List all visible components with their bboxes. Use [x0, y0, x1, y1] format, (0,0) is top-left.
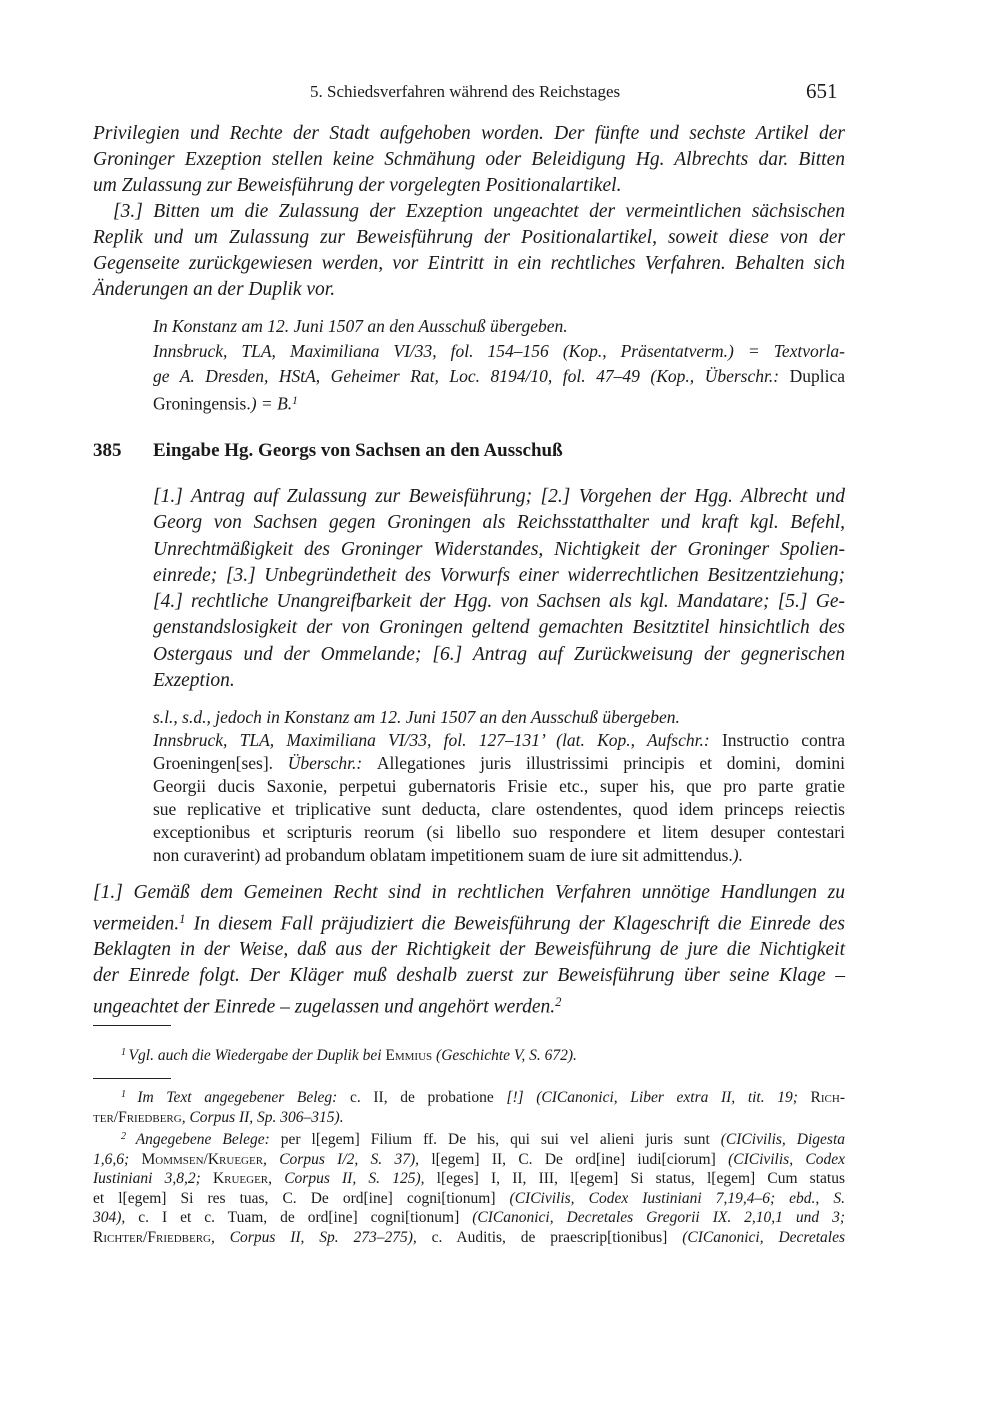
- text-run: ) = B.: [250, 393, 293, 414]
- text-line: [93, 906, 845, 937]
- text-run: ter/Friedberg: [93, 1108, 182, 1126]
- text-line: [93, 1189, 845, 1209]
- text-run: et l[egem] Si res tuas, C. De ord[ine] cogni[tionum]: [93, 1189, 510, 1207]
- text-run: Unrechtmäßigkeit des Groninger Widerstandes, Nichtigkeit der Groninger Spolien-: [153, 538, 845, 560]
- text-line: [93, 1043, 845, 1066]
- text-line: [153, 563, 845, 589]
- footnote-marker: 1: [121, 1089, 138, 1100]
- text-line: [153, 339, 845, 364]
- text-run: c. II, de probatione: [349, 1089, 507, 1107]
- text-run: vermeiden.: [93, 913, 180, 935]
- document-number: 385: [93, 440, 122, 461]
- text-run: Ostergaus und der Ommelande; [6.] Antrag auf Zurückweisung der gegnerischen: [153, 643, 845, 665]
- page-number: 651: [806, 79, 838, 103]
- text-line: [153, 484, 845, 510]
- text-line: [93, 989, 845, 1020]
- text-run: per l[egem] Filium ff. De his, qui sui vel alieni juris sunt: [280, 1131, 721, 1149]
- text-run: [3.] Bitten um die Zulassung der Exzeption ungeachtet der vermeintlichen sächsischen: [113, 201, 845, 222]
- text-line: [93, 199, 845, 225]
- text-run: In Konstanz am 12. Juni 1507 an den Ausschuß übergeben.: [153, 316, 568, 336]
- text-run: ge A. Dresden, HStA, Geheimer Rat, Loc. 8194/10, fol. 47–49 (Kop., Überschr.:: [153, 366, 790, 386]
- text-run: Exzeption.: [153, 670, 235, 692]
- text-run: [1.] Gemäß dem Gemeinen Recht sind in rechtlichen Verfahren unnötige Handlungen zu: [93, 882, 845, 903]
- text-line: [153, 642, 845, 668]
- text-line: [93, 963, 845, 989]
- text-run: Überschr.:: [287, 753, 377, 773]
- text-run: (Geschichte V, S. 672).: [432, 1047, 577, 1065]
- text-run: Groeningen[ses].: [153, 753, 288, 773]
- text-run: (CICivilis, Digesta: [720, 1131, 846, 1149]
- text-line: [93, 1150, 845, 1170]
- text-line: [93, 937, 845, 963]
- text-run: Innsbruck, TLA, Maximiliana VI/33, fol. 154–156 (Kop., Präsentatverm.) = Textvorla-: [153, 341, 845, 361]
- text-run: (CICanonici, Decretales: [682, 1228, 846, 1246]
- footnote-marker: 1: [292, 395, 298, 407]
- text-run: Krueger: [212, 1170, 269, 1188]
- text-line: [153, 706, 845, 729]
- footnote-marker: 1: [121, 1047, 129, 1058]
- text-line: [153, 775, 845, 798]
- text-run: der Einrede folgt. Der Kläger muß deshalb zuerst zur Beweisführung über seine Klage –: [93, 965, 845, 987]
- text-line: [153, 668, 845, 694]
- text-run: Im Text angegebener Beleg:: [137, 1089, 350, 1107]
- footnote-marker: 2: [121, 1131, 136, 1143]
- footnote-marker: 2: [555, 995, 562, 1010]
- text-line: [93, 147, 845, 173]
- document-abstract: [153, 484, 845, 694]
- text-run: Rich-: [810, 1089, 845, 1107]
- footnotes-text-apparatus: [93, 1043, 845, 1066]
- text-run: ungeachtet der Einrede – zugelassen und angehört werden.: [93, 996, 556, 1018]
- text-run: Mommsen/Krueger: [141, 1150, 264, 1168]
- text-run: s.l., s.d., jedoch in Konstanz am 12. Juni 1507 an den Ausschuß übergeben.: [153, 707, 680, 727]
- text-line: [153, 389, 845, 417]
- text-run: Allegationes juris illustrissimi principis et domini, domini: [376, 753, 846, 773]
- text-line: [93, 173, 845, 199]
- text-run: sue replicative et triplicative sunt deducta, clare ostendentes, quod idem princeps reiectis: [153, 799, 845, 819]
- text-run: 304),: [93, 1209, 139, 1227]
- footnotes-commentary: [93, 1085, 845, 1247]
- text-line: [153, 752, 845, 775]
- text-run: [4.] rechtliche Unangreifbarkeit der Hgg. von Sachsen als kgl. Mandatare; [5.] Ge-: [153, 591, 845, 613]
- text-line: [93, 1169, 845, 1189]
- text-run: [1.] Antrag auf Zulassung zur Beweisführung; [2.] Vorgehen der Hgg. Albrecht und: [153, 486, 845, 507]
- text-run: Groninger Exzeption stellen keine Schmähung oder Beleidigung Hg. Albrechts dar. Bitten: [93, 149, 845, 170]
- text-run: , Corpus II, Sp. 273–275),: [210, 1228, 432, 1246]
- footnote-divider: [93, 1025, 171, 1026]
- text-run: um Zulassung zur Beweisführung der vorgelegten Positionalartikel.: [93, 175, 622, 196]
- text-run: l[egem] II, C. De ord[ine] iudi[ciorum]: [431, 1150, 729, 1168]
- text-line: [153, 364, 845, 389]
- text-line: [93, 277, 845, 303]
- text-line: [93, 251, 845, 277]
- text-line: [93, 880, 845, 906]
- continuation-summary: [93, 121, 845, 303]
- text-run: In diesem Fall präjudiziert die Beweisführung der Klageschrift die Einrede des: [185, 913, 845, 935]
- text-line: [153, 821, 845, 844]
- text-run: c. I et c. Tuam, de ord[ine] cogni[tionum]: [138, 1209, 473, 1227]
- text-run: non curaverint) ad probandum oblatam impetitionem suam de iure sit admittendus.: [153, 845, 733, 865]
- text-line: [93, 121, 845, 147]
- text-run: Instructio contra: [721, 730, 845, 750]
- text-run: l[eges] I, II, III, l[egem] Si status, l[egem] Cum status: [436, 1170, 845, 1188]
- text-run: [!] (CICanonici, Liber extra II, tit. 19;: [506, 1089, 811, 1107]
- text-run: Georgii ducis Saxonie, perpetui gubernatoris Frisie etc., super his, que pro parte gratie: [153, 776, 845, 796]
- text-run: Innsbruck, TLA, Maximiliana VI/33, fol. 127–131’ (lat. Kop., Aufschr.:: [153, 730, 722, 750]
- text-run: (CICanonici, Decretales Gregorii IX. 2,10,1 und 3;: [472, 1209, 845, 1227]
- footnote-divider: [93, 1078, 171, 1079]
- text-run: genstandslosigkeit der von Groningen geltend gemachten Besitztitel hinsichtlich des: [153, 617, 845, 639]
- text-run: Richter/Friedberg: [93, 1228, 211, 1246]
- text-run: Beklagten in der Weise, daß aus der Richtigkeit der Beweisführung de jure die Nichtigkeit: [93, 939, 845, 961]
- text-run: , Corpus I/2, S. 37),: [263, 1150, 432, 1168]
- source-note-384: [153, 314, 845, 417]
- text-run: (CICivilis, Codex Iustiniani 7,19,4–6; ebd., S.: [509, 1189, 845, 1207]
- text-run: exceptionibus et scripturis reorum (si libello suo respondere et litem desuper contestari: [153, 822, 845, 842]
- text-run: , Corpus II, S. 125),: [268, 1170, 437, 1188]
- footnote-marker: 1: [179, 912, 186, 926]
- text-run: Duplica: [789, 366, 845, 386]
- text-run: Iustiniani 3,8,2;: [93, 1170, 213, 1188]
- text-line: [93, 1208, 845, 1228]
- text-run: Replik und um Zulassung zur Beweisführung der Positionalartikel, soweit diese von der: [93, 227, 845, 248]
- summary-text: [93, 880, 845, 1021]
- document-title: Eingabe Hg. Georgs von Sachsen an den Ausschuß: [153, 440, 563, 461]
- text-run: Gegenseite zurückgewiesen werden, vor Eintritt in ein rechtliches Verfahren. Behalten sich: [93, 253, 845, 274]
- text-line: [153, 537, 845, 563]
- text-run: Vgl. auch die Wiedergabe der Duplik bei: [128, 1047, 386, 1065]
- text-line: [153, 729, 845, 752]
- text-run: einrede; [3.] Unbegründetheit des Vorwurfs einer widerrechtlichen Besitzentziehung;: [153, 564, 845, 586]
- text-run: Groningensis.: [153, 393, 251, 414]
- text-line: [153, 615, 845, 641]
- text-run: , Corpus II, Sp. 306–315).: [181, 1108, 344, 1126]
- text-line: [153, 589, 845, 615]
- text-line: [93, 1228, 845, 1248]
- text-run: Emmius: [385, 1047, 433, 1065]
- text-run: ).: [732, 845, 743, 865]
- text-run: c. Auditis, de praescrip[tionibus]: [431, 1228, 683, 1246]
- text-line: [153, 844, 845, 867]
- text-line: [93, 1127, 845, 1150]
- text-run: (CICivilis, Codex: [728, 1150, 845, 1168]
- text-line: [93, 1108, 845, 1128]
- text-run: Georg von Sachsen gegen Groningen als Reichsstatthalter und kraft kgl. Befehl,: [153, 512, 845, 534]
- text-line: [93, 1085, 845, 1108]
- text-run: 1,6,6;: [93, 1150, 142, 1168]
- running-header-title: 5. Schiedsverfahren während des Reichstages: [310, 82, 621, 101]
- text-line: [153, 314, 845, 339]
- text-line: [153, 798, 845, 821]
- text-run: Änderungen an der Duplik vor.: [93, 279, 336, 300]
- text-line: [153, 510, 845, 536]
- text-run: Angegebene Belege:: [135, 1131, 281, 1149]
- text-line: [93, 225, 845, 251]
- text-run: Privilegien und Rechte der Stadt aufgehoben worden. Der fünfte und sechste Artikel der: [93, 123, 845, 144]
- source-note-385: [153, 706, 845, 867]
